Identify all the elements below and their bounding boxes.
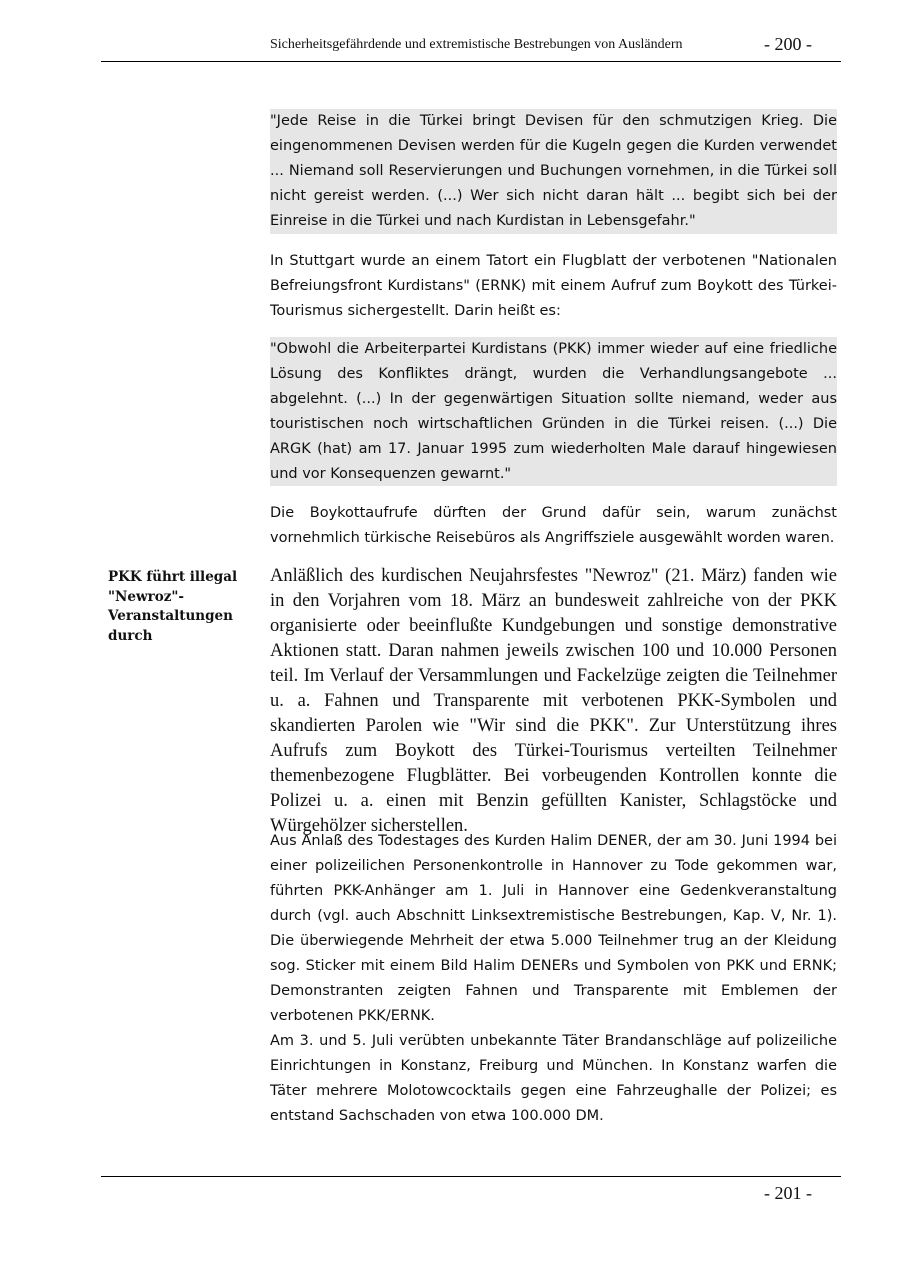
header-page-number: - 200 -	[764, 34, 812, 54]
footer-page-number: - 201 -	[764, 1183, 812, 1203]
quote-reise-tuerkei: "Jede Reise in die Türkei bringt Devisen für den schmutzigen Krieg. Die eingenommenen Devisen werden für die Kugeln gegen die Kurden verwendet ... Niemand soll Reservierungen und Buchungen vornehmen, in die Türkei soll nicht gereist werden. (...) Wer sich nicht daran hält ... begibt sich bei der Einreise in die Türkei und nach Kurdistan in Lebensgefahr."	[270, 109, 837, 234]
paragraph-stuttgart-flugblatt: In Stuttgart wurde an einem Tatort ein Flugblatt der verbotenen "Nationalen Befreiungsfront Kurdistans" (ERNK) mit einem Aufruf zum Boykott des Türkei-Tourismus sichergestellt. Darin heißt es:	[270, 253, 837, 319]
quote-pkk-verhandlungen: "Obwohl die Arbeiterpartei Kurdistans (PKK) immer wieder auf eine friedliche Lösung des Konfliktes drängt, wurden die Verhandlungsangebote ... abgelehnt. (...) In der gegenwärtigen Situation sollte niemand, weder aus touristischen noch wirtschaftlichen Gründen in die Türkei reisen. (...) Die ARGK (hat) am 17. Januar 1995 zum wiederholten Male darauf hingewiesen und vor Konsequenzen gewarnt."	[270, 337, 837, 486]
paragraph-halim-dener: Aus Anlaß des Todestages des Kurden Halim DENER, der am 30. Juni 1994 bei einer polizeilichen Personenkontrolle in Hannover zu Tode gekommen war, führten PKK-Anhänger am 1. Juli in Hannover eine Gedenkveranstaltung durch (vgl. auch Abschnitt Linksextremistische Bestrebungen, Kap. V, Nr. 1). Die überwiegende Mehrheit der etwa 5.000 Teilnehmer trug an der Kleidung sog. Sticker mit einem Bild Halim DENERs und Symbolen von PKK und ERNK; Demonstranten zeigten Fahnen und Transparente mit Emblemen der verbotenen PKK/ERNK.	[270, 833, 837, 1024]
paragraph-boykottaufrufe: Die Boykottaufrufe dürften der Grund dafür sein, warum zunächst vornehmlich türkische Reisebüros als Angriffsziele ausgewählt worden waren.	[270, 505, 837, 546]
running-header-title: Sicherheitsgefährdende und extremistische Bestrebungen von Ausländern	[270, 37, 683, 52]
paragraph-brandanschlaege: Am 3. und 5. Juli verübten unbekannte Täter Brandanschläge auf polizeiliche Einrichtungen in Konstanz, Freiburg und München. In Konstanz warfen die Täter mehrere Molotowcocktails gegen eine Fahrzeughalle der Polizei; es entstand Sachschaden von etwa 100.000 DM.	[270, 1033, 837, 1124]
footer-divider	[101, 1176, 841, 1177]
margin-heading-newroz: PKK führt illegal "Newroz"-Veranstaltungen durch	[108, 569, 238, 644]
paragraph-newroz: Anläßlich des kurdischen Neujahrsfestes "Newroz" (21. März) fanden wie in den Vorjahren vom 18. März an bundesweit zahlreiche von der PKK organisierte oder beeinflußte Kundgebungen und sonstige demonstrative Aktionen statt. Daran nahmen jeweils zwischen 100 und 10.000 Personen teil. Im Verlauf der Versammlungen und Fackelzüge zeigten die Teilnehmer u. a. Fahnen und Transparente mit verbotenen PKK-Symbolen und skandierten Parolen wie "Wir sind die PKK". Zur Unterstützung ihres Aufrufs zum Boykott des Türkei-Tourismus verteilten Teilnehmer themenbezogene Flugblätter. Bei vorbeugenden Kontrollen konnte die Polizei u. a. einen mit Benzin gefüllten Kanister, Schlagstöcke und Würgehölzer sicherstellen.	[270, 566, 837, 836]
header-divider	[101, 61, 841, 62]
